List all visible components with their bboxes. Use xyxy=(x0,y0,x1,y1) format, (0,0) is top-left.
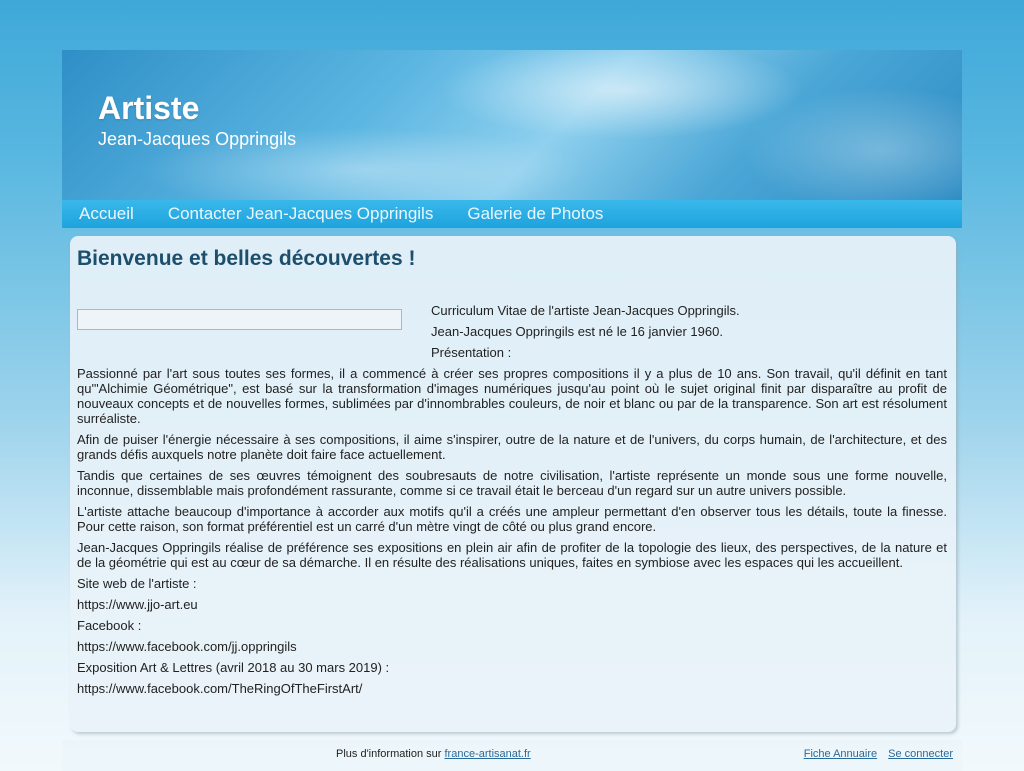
login-link[interactable]: Se connecter xyxy=(888,748,953,760)
footer-info-prefix: Plus d'information sur xyxy=(336,748,442,760)
annuaire-link[interactable]: Fiche Annuaire xyxy=(803,748,878,760)
nav-item-accueil[interactable]: Accueil xyxy=(79,204,134,223)
main-nav xyxy=(62,200,962,228)
intro-block xyxy=(431,303,947,366)
paragraph: L'artiste attache beaucoup d'importance à accorder aux motifs qu'il a créés une ampleur permettant d'en observer tous les détails, toute la finesse. Pour cette raison, son format préférentiel est un carré d'un mètre vingt de côté ou plus grand encore. xyxy=(77,504,947,534)
paragraph: Afin de puiser l'énergie nécessaire à ses compositions, il aime s'inspirer, outre de la nature et de l'univers, du corps humain, de l'architecture, et des grands défis auxquels notre planète doit faire face actuellement. xyxy=(77,432,947,462)
cv-line: Curriculum Vitae de l'artiste Jean-Jacques Oppringils. xyxy=(431,303,740,318)
paragraph: Tandis que certaines de ses œuvres témoignent des soubresauts de notre civilisation, l'artiste représente un monde sous une forme nouvelle, inconnue, dissemblable mais profondément rassurante, comme si ce travail était le berceau d'un regard sur un autre univers possible. xyxy=(77,468,947,498)
footer-links xyxy=(796,748,953,760)
body-text xyxy=(77,366,947,702)
website-url[interactable]: https://www.jjo-art.eu xyxy=(77,597,198,612)
nav-item-gallery[interactable]: Galerie de Photos xyxy=(467,204,604,223)
expo-url[interactable]: https://www.facebook.com/TheRingOfTheFirstArt/ xyxy=(77,681,363,696)
content-panel xyxy=(70,236,956,732)
facebook-url[interactable]: https://www.facebook.com/jj.oppringils xyxy=(77,639,297,654)
site-header xyxy=(62,50,962,200)
footer-info xyxy=(336,748,531,760)
birth-line: Jean-Jacques Oppringils est né le 16 janvier 1960. xyxy=(431,324,723,339)
footer-info-link[interactable]: france-artisanat.fr xyxy=(444,748,531,760)
page-title: Bienvenue et belles découvertes ! xyxy=(77,247,416,270)
page-wrapper xyxy=(62,50,962,771)
paragraph: Jean-Jacques Oppringils réalise de préférence ses expositions en plein air afin de profiter de la topologie des lieux, des perspectives, de la nature et de la géométrie qui est au cœur de sa démarche. Il en résulte des réalisations uniques, faites en symbiose avec les espaces qui les accueillent. xyxy=(77,540,947,570)
website-label: Site web de l'artiste : xyxy=(77,576,197,591)
nav-item-contact[interactable]: Contacter Jean-Jacques Oppringils xyxy=(167,204,434,223)
paragraph: Passionné par l'art sous toutes ses formes, il a commencé à créer ses propres compositions il y a plus de 10 ans. Son travail, qu'il définit en tant qu'"Alchimie Géométrique", est basé sur la transformation d'images numériques jusqu'au point où le sujet original finit par disparaître au profit de nouveaux concepts et de nouvelles formes, sublimées par d'innombrables couleurs, de noir et blanc ou par de la transparence. Son art est résolument surréaliste. xyxy=(77,366,947,426)
expo-label: Exposition Art & Lettres (avril 2018 au 30 mars 2019) : xyxy=(77,660,390,675)
site-title: Artiste xyxy=(98,90,200,126)
facebook-label: Facebook : xyxy=(77,618,142,633)
presentation-label: Présentation : xyxy=(431,345,512,360)
image-placeholder xyxy=(77,309,402,330)
site-footer xyxy=(62,740,962,771)
site-subtitle: Jean-Jacques Oppringils xyxy=(98,129,297,149)
